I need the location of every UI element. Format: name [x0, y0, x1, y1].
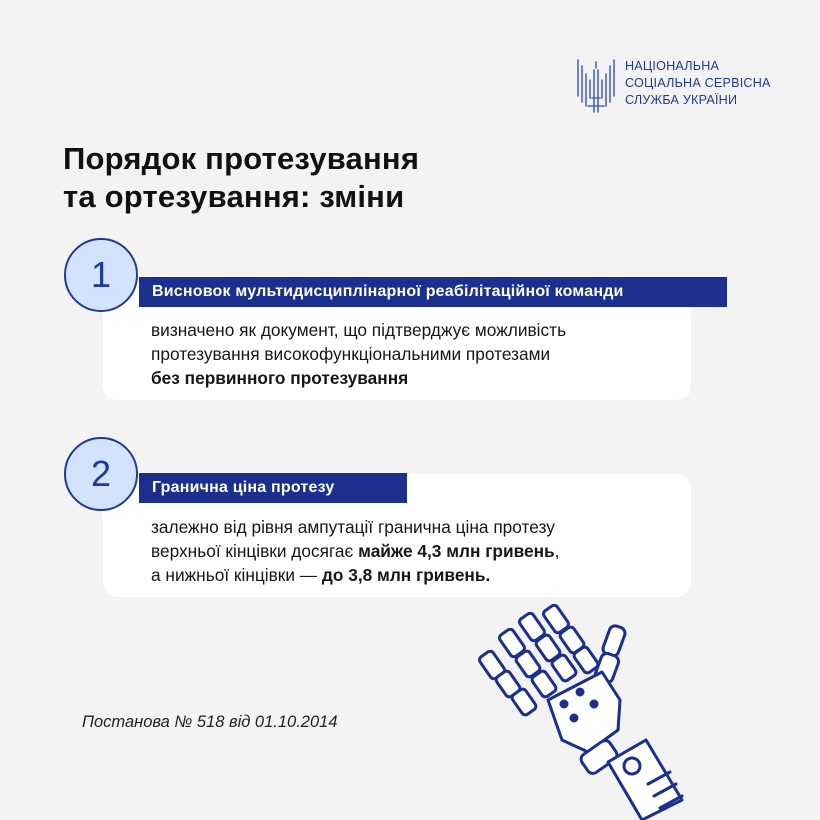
logo-line-3: СЛУЖБА УКРАЇНИ	[625, 93, 738, 107]
item-2-line-1: залежно від рівня ампутації гранична ціна протезу	[151, 517, 555, 537]
logo-line-2: СОЦІАЛЬНА СЕРВІСНА	[625, 76, 771, 90]
item-1-description	[151, 318, 566, 390]
item-2-heading: Гранична ціна протезу	[139, 473, 407, 503]
item-2-line-2-end: ,	[554, 541, 560, 561]
item-2-number: 2	[64, 437, 138, 511]
item-1-heading: Висновок мультидисциплінарної реабілітаційної команди	[139, 277, 727, 307]
logo-text	[625, 58, 771, 109]
item-2-line-2-bold: майже 4,3 млн гривень	[358, 541, 555, 561]
item-2-line-3-bold: до 3,8 млн гривень.	[321, 565, 491, 585]
title-line-2: та ортезування: зміни	[63, 179, 405, 214]
nssu-logo	[574, 56, 794, 118]
page-title	[63, 140, 419, 216]
trident-emblem-icon	[574, 56, 618, 118]
item-1-line-3-bold: без первинного протезування	[151, 368, 409, 388]
item-2-line-2-text: верхньої кінцівки досягає	[151, 541, 359, 561]
robotic-prosthetic-hand-icon	[470, 600, 720, 820]
item-2-line-3-text: а нижньої кінцівки —	[151, 565, 322, 585]
item-1-line-1: визначено як документ, що підтверджує можливість	[151, 320, 567, 340]
logo-line-1: НАЦІОНАЛЬНА	[625, 59, 720, 73]
item-1-number: 1	[64, 238, 138, 312]
title-line-1: Порядок протезування	[63, 141, 420, 176]
item-1-line-2: протезування високофункціональними протезами	[151, 344, 551, 364]
footer-resolution: Постанова № 518 від 01.10.2014	[82, 713, 338, 731]
item-2-description	[151, 515, 559, 587]
